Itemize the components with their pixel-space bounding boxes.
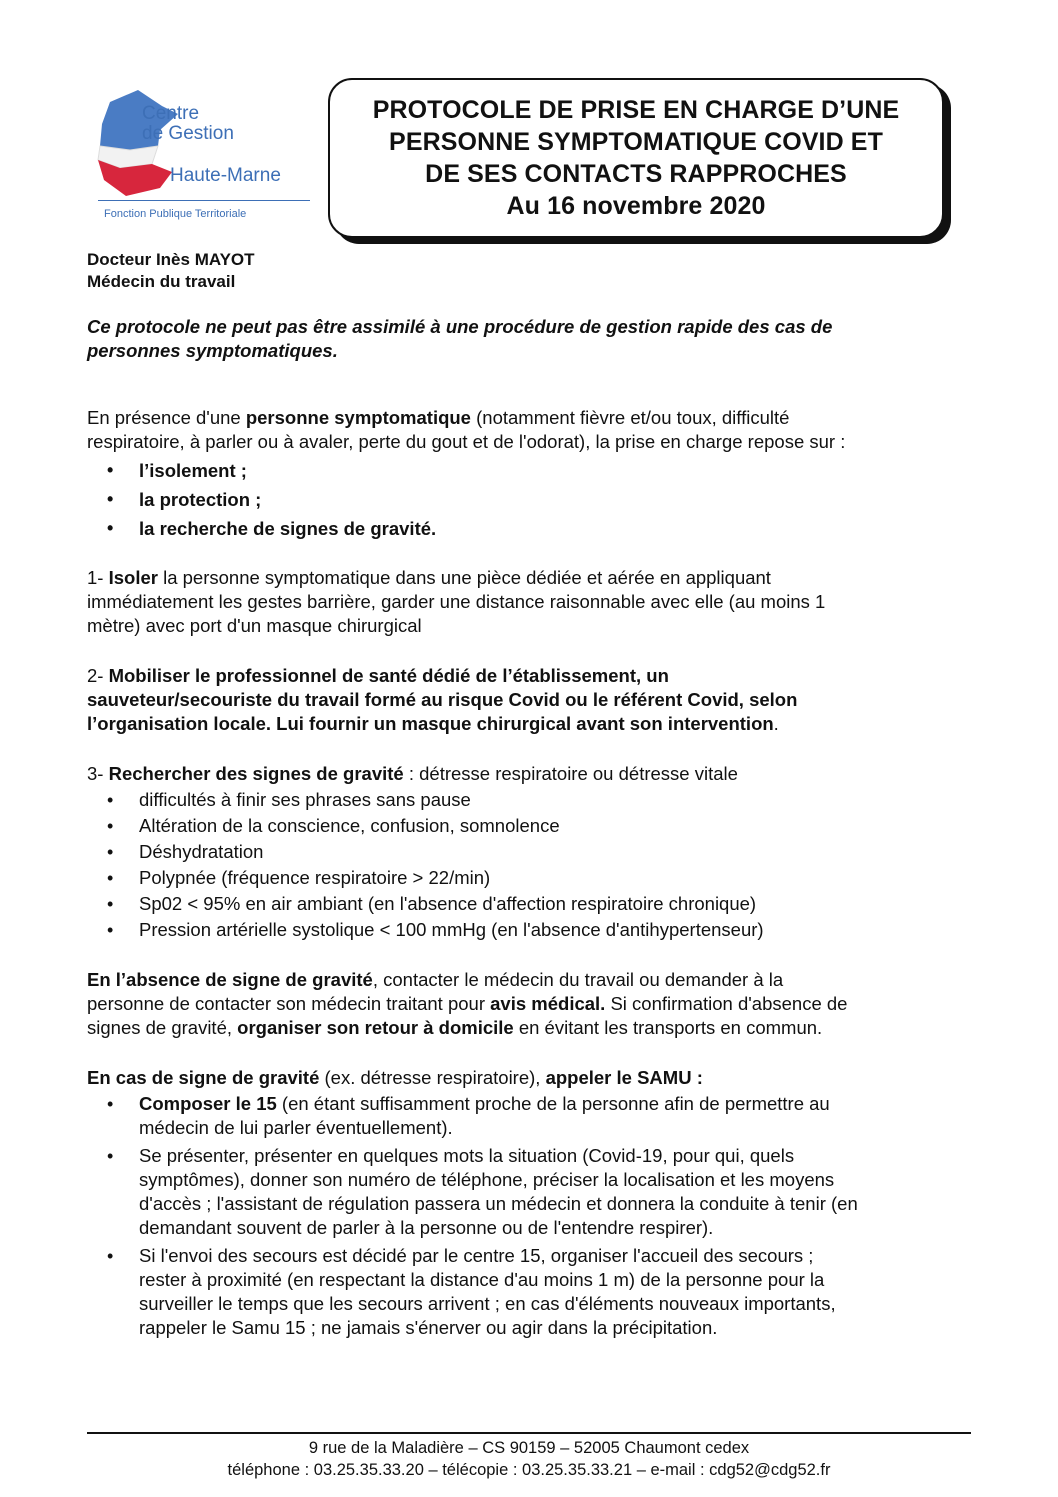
samu-step-1-line-1: (en étant suffisamment proche de la personne afin de permettre au (276, 1093, 830, 1114)
samu-step-2-line-1: • Se présenter, présenter en quelques mots la situation (Covid-19, pour qui, quels (139, 1145, 795, 1166)
step-2-line-3: l’organisation locale. Lui fournir un masque chirurgical avant son intervention (87, 713, 774, 734)
footer (87, 1437, 971, 1481)
warning-note (87, 315, 977, 363)
title-line-1: PROTOCOLE DE PRISE EN CHARGE D’UNE (372, 96, 900, 124)
step-1 (87, 566, 977, 638)
step-2-line-2: sauveteur/secouriste du travail formé au risque Covid ou le référent Covid, selon (87, 689, 798, 710)
list-item (87, 1092, 977, 1140)
step-1-bold: Isoler (108, 567, 158, 588)
no-gravity-text-1: , contacter le médecin du travail ou demander à la (372, 969, 784, 990)
samu-step-1-bold: Composer le 15 (139, 1093, 277, 1114)
logo-line-3: Haute-Marne (170, 165, 281, 186)
author-role: Médecin du travail (87, 272, 236, 291)
samu-step-2-line-3: d'accès ; l'assistant de régulation passera un médecin et donnera la conduite à tenir (en (139, 1193, 858, 1214)
list-item: • Déshydratation (87, 839, 977, 865)
logo-line-1: Centre (142, 103, 200, 124)
intro-text-2: (notamment fièvre et/ou toux, difficulté (470, 407, 790, 428)
title-line-3: DE SES CONTACTS RAPPROCHES (425, 160, 847, 188)
samu-step-3-line-1: • Si l'envoi des secours est décidé par le centre 15, organiser l'accueil des secours ; (139, 1245, 814, 1266)
logo (90, 84, 312, 228)
list-item (87, 1144, 977, 1240)
list-item: • Pression artérielle systolique < 100 mmHg (en l'absence d'antihypertenseur) (87, 917, 977, 943)
no-gravity-text-2a: personne de contacter son médecin traitant pour (87, 993, 491, 1014)
gravity-text-1: (ex. détresse respiratoire), (319, 1067, 546, 1088)
samu-steps-list (87, 1092, 977, 1340)
samu-step-3-line-4: rappeler le Samu 15 ; ne jamais s'énerver ou agir dans la précipitation. (139, 1317, 718, 1338)
list-item: • Sp02 < 95% en air ambiant (en l'absence d'affection respiratoire chronique) (87, 891, 977, 917)
gravity-bold-1: En cas de signe de gravité (87, 1067, 320, 1088)
no-gravity-bold-2: avis médical. (490, 993, 606, 1014)
title-line-2: PERSONNE SYMPTOMATIQUE COVID ET (389, 128, 883, 156)
step-2-end: . (773, 713, 779, 734)
step-1-line-1: la personne symptomatique dans une pièce dédiée et aérée en appliquant (157, 567, 771, 588)
step-3 (87, 762, 977, 943)
no-gravity-bold-1: En l’absence de signe de gravité (87, 969, 373, 990)
no-gravity-bold-3: organiser son retour à domicile (237, 1017, 514, 1038)
intro-bold: personne symptomatique (245, 407, 471, 428)
intro-paragraph (87, 406, 977, 543)
step-1-line-3: mètre) avec port d'un masque chirurgical (87, 615, 422, 636)
author-name: Docteur Inès MAYOT (87, 250, 255, 269)
intro-list (87, 456, 977, 543)
samu-step-2-line-4: demandant souvent de parler à la personne ou de l'entendre respirer). (139, 1217, 714, 1238)
footer-contact: téléphone : 03.25.35.33.20 – télécopie : 03.25.35.33.21 – e-mail : cdg52@cdg52.fr (227, 1461, 831, 1479)
samu-step-3-line-2: rester à proximité (en respectant la distance d'au moins 1 m) de la personne pour la (139, 1269, 825, 1290)
step-2 (87, 664, 977, 736)
samu-step-3-line-3: surveiller le temps que les secours arrivent ; en cas d'éléments nouveaux importants, (139, 1293, 836, 1314)
warning-line-2: personnes symptomatiques. (87, 340, 338, 361)
logo-line-2: de Gestion (142, 123, 234, 144)
step-3-bold: Rechercher des signes de gravité (108, 763, 404, 784)
step-3-num: 3- (87, 763, 109, 784)
samu-step-2-line-2: symptômes), donner son numéro de téléphone, préciser la localisation et les moyens (139, 1169, 835, 1190)
author (87, 249, 255, 293)
list-item: • Polypnée (fréquence respiratoire > 22/min) (87, 865, 977, 891)
step-2-num: 2- (87, 665, 109, 686)
list-item: • la protection ; (87, 485, 977, 514)
no-gravity-text-3b: en évitant les transports en commun. (513, 1017, 823, 1038)
list-item: • la recherche de signes de gravité. (87, 514, 977, 543)
list-item: • l’isolement ; (87, 456, 977, 485)
intro-text: En présence d'une (87, 407, 246, 428)
step-2-line-1: Mobiliser le professionnel de santé dédié de l’établissement, un (108, 665, 669, 686)
footer-divider (87, 1432, 971, 1434)
logo-subtitle: Fonction Publique Territoriale (104, 208, 247, 220)
no-gravity-paragraph (87, 968, 977, 1040)
step-3-rest: : détresse respiratoire ou détresse vitale (403, 763, 738, 784)
intro-line-2: respiratoire, à parler ou à avaler, perte du gout et de l'odorat), la prise en charge repose sur : (87, 431, 846, 452)
title-box (328, 78, 944, 238)
step-1-num: 1- (87, 567, 109, 588)
gravity-bold-2: appeler le SAMU : (545, 1067, 703, 1088)
no-gravity-text-3a: signes de gravité, (87, 1017, 238, 1038)
logo-divider (98, 200, 310, 201)
footer-address: 9 rue de la Maladière – CS 90159 – 52005 Chaumont cedex (308, 1439, 750, 1457)
samu-step-1-line-2: médecin de lui parler éventuellement). (139, 1117, 453, 1138)
warning-line-1: Ce protocole ne peut pas être assimilé à une procédure de gestion rapide des cas de (87, 316, 833, 337)
no-gravity-text-2b: Si confirmation d'absence de (605, 993, 848, 1014)
list-item: • difficultés à finir ses phrases sans pause (87, 787, 977, 813)
list-item (87, 1244, 977, 1340)
list-item: • Altération de la conscience, confusion, somnolence (87, 813, 977, 839)
gravity-signs-list (87, 787, 977, 943)
step-1-line-2: immédiatement les gestes barrière, garder une distance raisonnable avec elle (au moins 1 (87, 591, 826, 612)
gravity-paragraph (87, 1066, 977, 1340)
title-date: Au 16 novembre 2020 (506, 192, 766, 220)
